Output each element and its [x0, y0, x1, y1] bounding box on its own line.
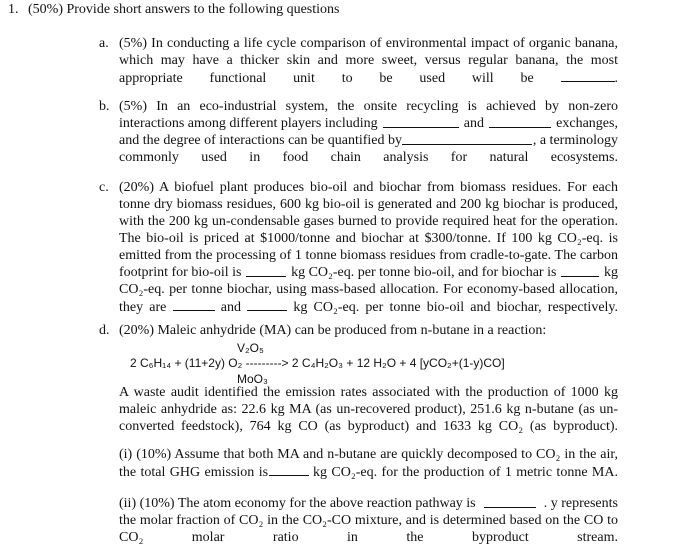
- part-b-line-2-end: exchanges,: [556, 116, 618, 131]
- part-d-subquestion-i: [119, 446, 618, 481]
- part-a-line-3-text: appropriate functional unit to be used will be: [119, 71, 534, 86]
- part-d-audit-line-2: maleic anhydride as: 22.6 kg MA (as un-recovered product), 251.6 kg n-butane (as un-: [119, 402, 618, 417]
- part-d-ii-line-1-end: . y represents: [543, 496, 618, 511]
- part-c-line-3: with the 200 kg un-condensable gases burned to provide required heat for the operation.: [119, 214, 618, 229]
- part-c-line-7: CO₂-eq. per tonne biochar, using mass-based allocation. For economy-based allocation,: [119, 282, 618, 297]
- part-d-audit-line-1: A waste audit identified the emission rates associated with the production of 1000 kg: [119, 385, 618, 400]
- part-c-blank-1[interactable]: [246, 264, 286, 277]
- question-1-number: 1.: [8, 2, 19, 17]
- part-c-line-8-and: and: [220, 300, 241, 315]
- part-c-line-8: [119, 298, 618, 316]
- reaction-equation: 2 C₆H₁₄ + (11+2y) O₂ ---------> 2 C₄H₂O₃ + 12 H₂O + 4 [yCO₂+(1-y)CO]: [130, 356, 505, 370]
- part-a-line-2: which may have a thicker skin and more sweet, versus regular banana, the most: [119, 53, 618, 68]
- part-d-waste-audit: [119, 384, 618, 435]
- part-b-body: [119, 98, 618, 166]
- part-b-line-2-and: and: [463, 116, 485, 131]
- part-b-line-3-text: and the degree of interactions can be quantified by: [119, 133, 402, 148]
- part-d-ii-blank[interactable]: [484, 495, 536, 508]
- reaction-catalyst-top: V₂O₅: [237, 341, 264, 355]
- part-d-ii-line-3: CO₂ molar ratio in the byproduct stream.: [119, 530, 618, 545]
- part-d-i-line-2-end: kg CO₂-eq. for the production of 1 metric tonne MA.: [313, 465, 618, 480]
- part-d-ii-line-1: [119, 495, 618, 512]
- part-c-line-6-text: footprint for bio-oil is: [119, 265, 242, 280]
- part-d-label: d.: [99, 323, 110, 338]
- question-1-text: (50%) Provide short answers to the following questions: [28, 2, 340, 17]
- part-a-line-3-end: .: [614, 71, 619, 86]
- part-d-line-1: (20%) Maleic anhydride (MA) can be produced from n-butane in a reaction:: [119, 323, 547, 338]
- reaction-catalyst-bottom: MoO₃: [237, 372, 268, 386]
- part-c-line-6-mid: kg CO₂-eq. per tonne bio-oil, and for biochar is: [291, 265, 557, 280]
- part-c-blank-4[interactable]: [247, 298, 287, 311]
- part-c-line-4: The bio-oil is priced at $1000/tonne and biochar at $300/tonne. If 100 kg CO₂-eq. is: [119, 231, 618, 246]
- part-c-line-2: tonne dry biomass residues, 600 kg bio-oil is generated and 200 kg biochar is produced,: [119, 197, 618, 212]
- part-d-ii-line-2: the molar fraction of CO₂ in the CO₂-CO mixture, and is determined based on the CO to: [119, 513, 618, 528]
- part-c-line-6-end: kg: [604, 265, 618, 280]
- question-1-header: [8, 1, 339, 18]
- part-b-line-3: [119, 132, 618, 149]
- part-a-line-1: (5%) In conducting a life cycle comparison of environmental impact of organic banana,: [119, 36, 618, 51]
- part-d-i-blank[interactable]: [269, 463, 309, 476]
- part-b-label: b.: [99, 99, 110, 114]
- part-c-line-6: [119, 264, 618, 281]
- part-b-line-4: commonly used in food chain analysis for natural ecosystems.: [119, 150, 618, 165]
- part-d-i-line-2: [119, 463, 618, 481]
- part-d-i-line-1: (i) (10%) Assume that both MA and n-butane are quickly decomposed to CO₂ in the air,: [119, 447, 618, 462]
- part-c-line-5: emitted from the processing of 1 tonne biomass residues from cradle-to-gate. The carbon: [119, 248, 618, 263]
- part-c-blank-2[interactable]: [561, 264, 599, 277]
- part-c-line-8-end: kg CO₂-eq. per tonne bio-oil and biochar, respectively.: [293, 300, 619, 315]
- part-b-line-1: (5%) In an eco-industrial system, the onsite recycling is achieved by non-zero: [119, 99, 618, 114]
- part-b-line-2-text: interactions among different players including: [119, 116, 378, 131]
- part-b-line-2: [119, 115, 618, 132]
- part-b-blank-3[interactable]: [402, 132, 532, 145]
- part-a-label: a.: [99, 36, 109, 51]
- part-b-line-3-end: , a terminology: [532, 133, 618, 148]
- part-c-line-8-text: they are: [119, 300, 167, 315]
- part-b-blank-2[interactable]: [489, 115, 551, 128]
- part-c-label: c.: [99, 180, 109, 195]
- part-d-i-line-2-text: the total GHG emission is: [119, 465, 269, 480]
- part-c-line-1: (20%) A biofuel plant produces bio-oil and biochar from biomass residues. For each: [119, 180, 618, 195]
- part-a-body: [119, 35, 618, 87]
- part-b-blank-1[interactable]: [383, 115, 459, 128]
- part-d-subquestion-ii: [119, 495, 618, 546]
- part-d-audit-line-3: converted feedstock), 764 kg CO (as byproduct) and 1633 kg CO₂ (as byproduct).: [119, 419, 618, 434]
- part-d-ii-line-1-text: (ii) (10%) The atom economy for the above reaction pathway is: [119, 496, 476, 511]
- part-a-line-3: [119, 69, 618, 87]
- part-a-answer-blank[interactable]: [561, 69, 615, 82]
- part-c-blank-3[interactable]: [173, 298, 215, 311]
- part-c-body: [119, 179, 618, 316]
